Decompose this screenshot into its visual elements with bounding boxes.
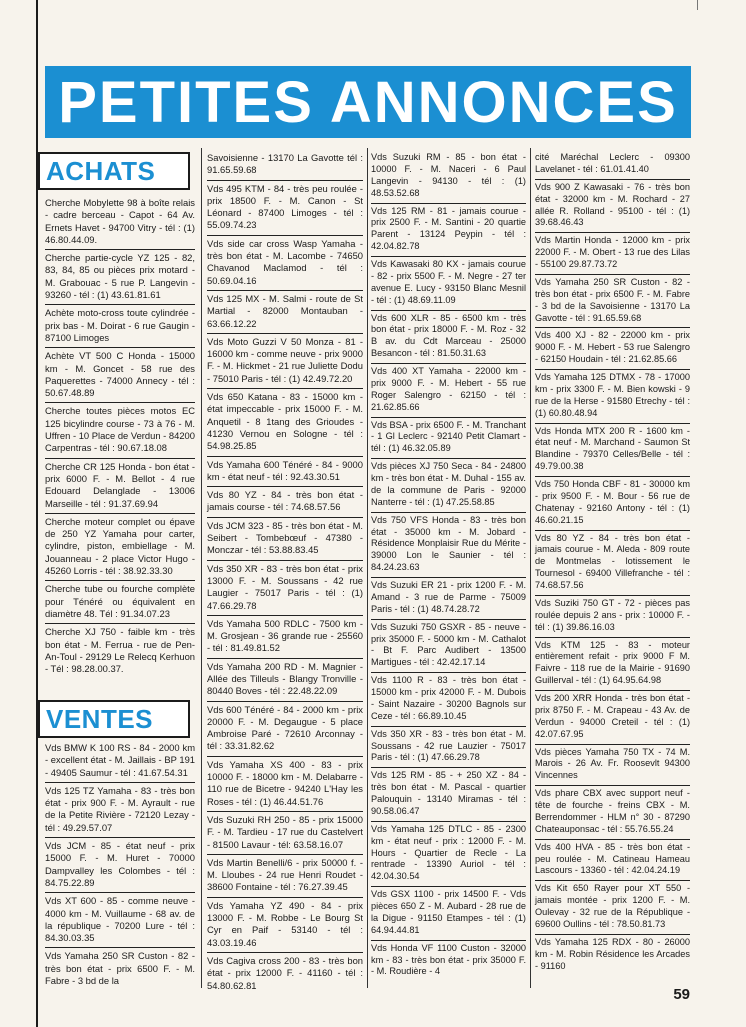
- column-separator: [530, 148, 531, 988]
- classified-ad: Vds 125 RM - 85 - + 250 XZ - 84 - très bon état - M. Pascal - quartier Palouquin - 13140 Miramas - tél : 90.58.06.47: [371, 768, 526, 822]
- classified-ad: Vds Yamaha 125 RDX - 80 - 26000 km - M. Robin Résidence les Arcades - 91160: [535, 936, 690, 971]
- classified-ad: Vds pièces Yamaha 750 TX - 74 M. Marois - 26 Av. Fr. Roosevlt 94300 Vincennes: [535, 745, 690, 787]
- classified-ad: Cherche toutes pièces motos EC 125 bicylindre course - 73 à 76 - M. Uffren - 10 Place de Verdun - 84200 Carpentras - tél : 90.67.18.08: [45, 403, 195, 458]
- classified-ad: Vds BSA - prix 6500 F. - M. Tranchant - 1 Gl Leclerc - 92140 Petit Clamart - tél : (1) 46.32.05.89: [371, 418, 526, 460]
- classified-ad: cité Maréchal Leclerc - 09300 Lavelanet - tél : 61.01.41.40: [535, 150, 690, 180]
- classified-ad: Savoisienne - 13170 La Gavotte tél : 91.65.59.68: [207, 150, 363, 181]
- classified-ad: Achète moto-cross toute cylindrée - prix bas - M. Doirat - 6 rue Gaugin - 87100 Limoges: [45, 305, 195, 348]
- classified-ad: Vds GSX 1100 - prix 14500 F. - Vds pièces 650 Z - M. Aubard - 28 rue de la Digue - 91150 Etampes - tél : (1) 64.94.44.81: [371, 887, 526, 941]
- classified-ad: Vds Suziki 750 GT - 72 - pièces pas roulée depuis 2 ans - prix : 10000 F. - tél : (1) 39.86.16.03: [535, 596, 690, 638]
- classified-ad: Vds Yamaha 250 SR Custon - 82 - très bon état - prix 6500 F. - M. Fabre - 3 bd de la: [45, 950, 195, 987]
- column-separator: [367, 148, 368, 988]
- classified-ad: Vds Suzuki RM - 85 - bon état - 10000 F. - M. Naceri - 6 Paul Langevin - 94130 - tél : (1) 48.53.52.68: [371, 150, 526, 204]
- classified-ad: Vds Cagiva cross 200 - 83 - très bon état - prix 12000 F. - 41160 - tél : 54.80.62.81: [207, 954, 363, 991]
- classified-ad: Vds Yamaha 600 Ténéré - 84 - 9000 km - état neuf - tél : 92.43.30.51: [207, 457, 363, 488]
- classified-ad: Vds 650 Katana - 83 - 15000 km - état impeccable - prix 15000 F. - M. Anquetil - 8 1tang des Grioudes - 41230 Vernou en Sologne - tél : 54.98.25.85: [207, 389, 363, 456]
- column-2: [207, 150, 363, 995]
- classified-ad: Vds Honda MTX 200 R - 1600 km - état neuf - M. Marchand - Saumon St Blandine - 79370 Celles/Belle - tél : 49.79.00.38: [535, 424, 690, 478]
- classified-ad: Vds XT 600 - 85 - comme neuve - 4000 km - M. Vuillaume - 68 av. de la république - 70200 Lure - tél : 84.30.03.35: [45, 893, 195, 948]
- classified-ad: Vds Martin Benelli/6 - prix 50000 f. - M. Lloubes - 24 rue Henri Roudet - 38600 Fontaine - tél : 76.27.39.45: [207, 855, 363, 898]
- classified-ad: Cherche Mobylette 98 à boîte relais - cadre berceau - Capot - 64 Av. Ernets Havet - 94700 Vitry - tél : (1) 46.80.44.09.: [45, 195, 195, 250]
- classified-ad: Vds 350 XR - 83 - très bon état - prix 13000 F. - M. Soussans - 42 rue Laugier - 75017 Paris - tél : (1) 47.66.29.78: [207, 561, 363, 616]
- achats-underline: [38, 188, 190, 190]
- classified-ad: Vds 400 HVA - 85 - très bon état - peu roulée - M. Catineau Hameau Lascours - 13360 - tél : 42.04.24.19: [535, 840, 690, 882]
- page-number: 59: [673, 986, 690, 1003]
- classified-ad: Vds pièces XJ 750 Seca - 84 - 24800 km - très bon état - M. Duhal - 155 av. de la commune de Paris - 92000 Nanterre - tél : (1) 47.25.58.85: [371, 459, 526, 513]
- classified-ad: Vds 400 XJ - 82 - 22000 km - prix 9000 F. - M. Hebert - 53 rue Salengro - 62150 Houdain - tél : 21.62.85.66: [535, 328, 690, 370]
- corner-mark: [697, 0, 698, 10]
- column-3: [371, 150, 526, 981]
- column-1-achats: [45, 195, 195, 678]
- classified-ad: Vds 125 MX - M. Salmi - route de St Martial - 82000 Montauban - 63.66.12.22: [207, 291, 363, 334]
- classified-ad: Vds 900 Z Kawasaki - 76 - très bon état - 32000 km - M. Rochard - 27 allée R. Rolland - 95100 - tél : (1) 39.68.46.43: [535, 180, 690, 234]
- classified-ad: Vds side car cross Wasp Yamaha - très bon état - M. Lacombe - 74650 Chavanod Maclamod - tél : 50.69.04.16: [207, 236, 363, 291]
- section-header-achats: ACHATS: [38, 152, 190, 190]
- column-1-ventes: [45, 740, 195, 990]
- classified-ad: Vds Yamaha 125 DTMX - 78 - 17000 km - prix 3300 F. - M. Bien kowski - 9 rue de la Herse - 91580 Etrechy - tél : (1) 60.80.48.94: [535, 370, 690, 424]
- classified-ad: Cherche moteur complet ou épave de 250 YZ Yamaha pour carter, cylindre, piston, embiellage - M. Jouanneau - 2 place Victor Hugo - 45260 Lorris - tél : 38.92.33.30: [45, 514, 195, 581]
- ventes-underline: [38, 736, 190, 738]
- classified-ad: Vds 200 XRR Honda - très bon état - prix 8750 F. - M. Crapeau - 43 Av. de Verdun - 94000 Creteil - tél : (1) 42.07.67.95: [535, 691, 690, 745]
- classified-ad: Cherche tube ou fourche complète pour Ténéré ou équivalent en diamètre 48. Tél : 91.34.07.23: [45, 581, 195, 624]
- classified-ad: Achète VT 500 C Honda - 15000 km - M. Goncet - 58 rue des Paquerettes - 74000 Annecy - tél : 50.67.48.89: [45, 348, 195, 403]
- classified-ad: Vds KTM 125 - 83 - moteur entièrement refait - prix 9000 F M. Faivre - 118 rue de la Mairie - 91690 Guillerval - tél : (1) 64.95.64.98: [535, 638, 690, 692]
- classified-ad: Vds Yamaha XS 400 - 83 - prix 10000 F. - 18000 km - M. Delabarre - 110 rue de Bicetre - 94240 L'Hay les Roses - tél : (1) 46.44.51.76: [207, 757, 363, 812]
- classified-ad: Vds Kit 650 Rayer pour XT 550 - jamais montée - prix 1200 F. - M. Oulevay - 32 rue de la République - 69600 Oullins - tél : 78.50.81.73: [535, 881, 690, 935]
- classified-ad: Vds Moto Guzzi V 50 Monza - 81 - 16000 km - comme neuve - prix 9000 F. - M. Hickmet - 21 rue Juliette Dodu - 75010 Paris - tél : (1) 42.49.72.20: [207, 334, 363, 389]
- classified-ad: Vds Yamaha 200 RD - M. Magnier - Allée des Tilleuls - Blangy Tronville - 80440 Boves - tél : 22.48.22.09: [207, 659, 363, 702]
- classified-ad: Vds 750 VFS Honda - 83 - très bon état - 35000 km - M. Jobard - Résidence Monplaisir Rue du Mérite - 39000 Lon le Saunier - tél : 84.24.23.63: [371, 513, 526, 578]
- classified-ad: Cherche XJ 750 - faible km - très bon état - M. Ferrua - rue de Pen-An-Toul - 29129 Le Relecq Kerhuon - Tél : 98.28.00.37.: [45, 626, 195, 675]
- classified-ad: Vds Suzuki RH 250 - 85 - prix 15000 F. - M. Tardieu - 17 rue du Castelvert - 81500 Lavaur - tél: 63.58.16.07: [207, 812, 363, 855]
- classified-ad: Vds Honda VF 1100 Custon - 32000 km - 83 - très bon état - prix 35000 F. - M. Roudière - 4: [371, 942, 526, 977]
- classified-ad: Vds Yamaha 500 RDLC - 7500 km - M. Grosjean - 36 grande rue - 25560 - tél : 81.49.81.52: [207, 616, 363, 659]
- banner-title: PETITES ANNONCES: [58, 70, 678, 135]
- classified-ad: Vds Kawasaki 80 KX - jamais courue - 82 - prix 5500 F. - M. Negre - 27 ter avenue E. Lucy - 93150 Blanc Mesnil - tél : (1) 48.69.11.09: [371, 257, 526, 311]
- column-separator: [201, 148, 202, 988]
- classified-ad: Vds Yamaha 250 SR Custon - 82 - très bon état - prix 6500 F. - M. Fabre - 3 bd de la Savoisienne - 13170 La Gavotte - tél : 91.65.59.68: [535, 275, 690, 329]
- classified-ad: Vds 600 XLR - 85 - 6500 km - très bon état - prix 18000 F. - M. Roz - 32 B av. du Cdt Marceau - 25000 Besancon - tél : 81.50.31.63: [371, 311, 526, 365]
- classified-ad: Vds Suzuki 750 GSXR - 85 - neuve - prix 35000 F. - 5000 km - M. Cathalot - Bt F. Parc Audibert - 13500 Martigues - tél : 42.42.17.14: [371, 620, 526, 674]
- classified-ad: Cherche partie-cycle YZ 125 - 82, 83, 84, 85 ou pièces prix motard - M. Grabouac - 5 rue P. Langevin - 93260 - tél : (1) 43.61.81.61: [45, 250, 195, 305]
- classified-ad: Vds 495 KTM - 84 - très peu roulée - prix 18500 F. - M. Canon - St Léonard - 87400 Limoges - tél : 55.09.74.23: [207, 181, 363, 236]
- classified-ad: Vds Martin Honda - 12000 km - prix 22000 F. - M. Obert - 13 rue des Lilas - 55100 29.87.73.72: [535, 233, 690, 275]
- classified-ad: Vds 600 Ténéré - 84 - 2000 km - prix 20000 F. - M. Degaugue - 5 place Ambroise Paré - 72610 Arconnay - tél : 33.31.82.62: [207, 702, 363, 757]
- classified-ad: Vds JCM - 85 - état neuf - prix 15000 F. - M. Huret - 70000 Dampvalley les Colombes - tél : 84.75.22.89: [45, 838, 195, 893]
- column-4: [535, 150, 690, 975]
- classified-ad: Vds JCM 323 - 85 - très bon état - M. Seibert - Tombebœuf - 47380 - Monczar - tél : 53.88.83.45: [207, 518, 363, 561]
- classified-ad: Vds Yamaha YZ 490 - 84 - prix 13000 F. - M. Robbe - Le Bourg St Cyr en Paif - 53140 - tél : 43.03.19.46: [207, 898, 363, 953]
- classified-ad: Vds Yamaha 125 DTLC - 85 - 2300 km - état neuf - prix : 12000 F. - M. Hours - Quartier de Recle - La rentrade - 13390 Auriol - tél : 42.04.30.54: [371, 822, 526, 887]
- classified-ad: Vds phare CBX avec support neuf - tête de fourche - freins CBX - M. Berrendommer - HLM n° 30 - 87290 Chateauponsac - tél : 55.76.55.24: [535, 786, 690, 840]
- classified-ad: Vds BMW K 100 RS - 84 - 2000 km - excellent état - M. Jaillais - BP 191 - 49405 Saumur - tél : 41.67.54.31: [45, 740, 195, 783]
- classified-ad: Vds Suzuki ER 21 - prix 1200 F. - M. Amand - 3 rue de Parme - 75009 Paris - tél : (1) 48.74.28.72: [371, 578, 526, 620]
- classified-ad: Vds 350 XR - 83 - très bon état - M. Soussans - 42 rue Lauzier - 75017 Paris - tél : (1) 47.66.29.78: [371, 727, 526, 769]
- section-header-ventes: VENTES: [38, 700, 190, 738]
- classified-ad: Vds 125 RM - 81 - jamais courue - prix 2500 F. - M. Santini - 20 quartie Parent - 13124 Peypin - tél : 42.04.82.78: [371, 204, 526, 258]
- classified-ad: Vds 400 XT Yamaha - 22000 km - prix 9000 F. - M. Hebert - 55 rue Roger Salengro - 62150 - tél : 21.62.85.66: [371, 364, 526, 418]
- classified-ad: Cherche CR 125 Honda - bon état - prix 6000 F. - M. Bellot - 4 rue Edouard Delanglade - 13006 Marseille - tél : 91.37.69.94: [45, 459, 195, 514]
- classified-ad: Vds 125 TZ Yamaha - 83 - très bon état - prix 900 F. - M. Ayrault - rue de la Petite Rivière - 72120 Lezay - tél : 49.29.57.07: [45, 783, 195, 838]
- classified-ad: Vds 80 YZ - 84 - très bon état - jamais courue - M. Aleda - 809 route de Montmelas - lotissement le Tournesol - 69400 Villefranche - tél : 74.68.57.56: [535, 531, 690, 596]
- classified-ad: Vds 80 YZ - 84 - très bon état - jamais course - tél : 74.68.57.56: [207, 487, 363, 518]
- classified-ad: Vds 750 Honda CBF - 81 - 30000 km - prix 9500 F. - M. Bour - 56 rue de Chatenay - 92160 Antony - tél : (1) 46.60.21.15: [535, 477, 690, 531]
- classified-ad: Vds 1100 R - 83 - très bon état - 15000 km - prix 42000 F. - M. Dubois - Saint Nazaire - 30200 Bagnols sur Ceze - tél : 66.89.10.45: [371, 673, 526, 727]
